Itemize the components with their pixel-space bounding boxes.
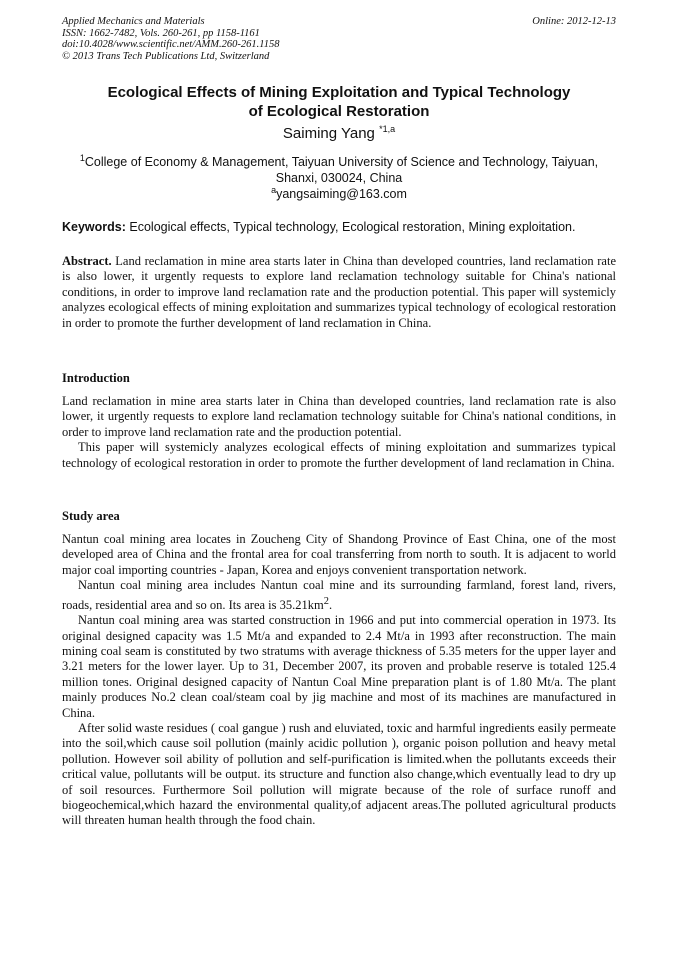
introduction-paragraph-1: Land reclamation in mine area starts later in China than developed countries, land reclamation rate is also lower, it urgently requests to explore land reclamation technology suitable for China's national conditions, in order to improve land reclamation rate and the production potential. — [62, 394, 616, 439]
study-area-paragraph-4: After solid waste residues ( coal gangue ) rush and eluviated, toxic and harmful ingredients easily permeate into the soil,which cause soil pollution (mainly acidic pollution ), organic poison pollution and heavy metal pollution. However soil ability of pollution and self-purification is limited.when the pollutants exceeds their critical value, pollutants will be output. its structure and function also change,which eventually lead to dry up of soil resources. Furthermore Soil pollution will migrate because of the role of surface runoff and biogeochemical,which hazard the environmental quality,of adjacent areas.The polluted agricultural products will threaten human health through the food chain. — [62, 721, 616, 828]
affiliation-mark: 1 — [79, 153, 85, 163]
introduction-section — [62, 371, 616, 386]
abstract — [62, 254, 616, 331]
affiliation-text: College of Economy & Management, Taiyuan University of Science and Technology, Taiyuan, Shanxi, 030024, China — [84, 155, 599, 186]
keywords-text: Ecological effects, Typical technology, Ecological restoration, Mining exploitation. — [125, 220, 576, 234]
author-email — [62, 185, 616, 201]
doi-line[interactable]: doi:10.4028/www.scientific.net/AMM.260-261.1158 — [62, 39, 280, 50]
introduction-paragraph-2: This paper will systemicly analyzes ecological effects of mining exploitation and summarizes typical technology of ecological restoration in order to promote the further development of land reclamation in China. — [62, 440, 616, 470]
author-name: Saiming Yang — [282, 125, 380, 142]
journal-name: Applied Mechanics and Materials — [62, 16, 205, 27]
keywords-label: Keywords: — [62, 220, 126, 234]
issn-line: ISSN: 1662-7482, Vols. 260-261, pp 1158-1161 — [62, 27, 260, 39]
author-mark: *1,a — [379, 124, 396, 134]
introduction-heading: Introduction — [62, 371, 130, 385]
title-line-1: Ecological Effects of Mining Exploitation and Typical Technology — [107, 84, 571, 101]
keywords — [62, 220, 616, 234]
study-area-section — [62, 509, 616, 524]
study-area-paragraph-1: Nantun coal mining area locates in Zoucheng City of Shandong Province of East China, one of the most developed area of China and the frontal area for coal transferring from north to south. It is adjacent to world major coal importing countries - Japan, Korea and enjoys convenient transportation network. — [62, 532, 616, 577]
journal-header — [62, 16, 616, 62]
introduction-body — [62, 394, 616, 471]
study-area-paragraph-3: Nantun coal mining area was started construction in 1966 and put into commercial operation in 1973. Its original designed capacity was 1.5 Mt/a and expanded to 2.4 Mt/a in 1993 after reconstruction. The main mining coal seam is constituted by two stratums with average thickness of 5.35 meters for the upper layer and 3.21 meters for the lower layer. Up to 31, December 2007, its proven and probable reserve is totaled 125.4 million tones. Original designed capacity of Nantun Coal Mine preparation plant is of 1.80 Mt/a. The plant mainly produces No.2 clean coal/steam coal by jig machine and most of its machines are manufactured in China. — [62, 613, 616, 720]
study-area-paragraph-2-text: Nantun coal mining area includes Nantun coal mine and its surrounding farmland, forest land, rivers, roads, residential area and so on. Its area is 35.21km — [62, 578, 616, 612]
paper-title — [40, 83, 638, 121]
copyright-line: © 2013 Trans Tech Publications Ltd, Switzerland — [62, 50, 270, 62]
email-mark: a — [271, 185, 277, 195]
online-date: Online: 2012-12-13 — [532, 16, 616, 27]
study-area-paragraph-2 — [62, 578, 616, 613]
author-line — [40, 124, 638, 142]
study-area-heading: Study area — [62, 509, 120, 523]
study-area-body — [62, 532, 616, 829]
abstract-label: Abstract. — [62, 254, 112, 268]
abstract-text: Land reclamation in mine area starts later in China than developed countries, land reclamation rate is also lower, it urgently requests to explore land reclamation technology suitable for China's national conditions, in order to improve land reclamation rate and the production potential. This paper will systemicly analyzes ecological effects of mining exploitation and summarizes typical technology of ecological restoration in order to promote the further development of land reclamation in China. — [62, 254, 616, 330]
area-unit-superscript: 2 — [323, 595, 329, 607]
email-text[interactable]: yangsaiming@163.com — [276, 187, 407, 202]
title-line-2: of Ecological Restoration — [248, 103, 430, 120]
affiliation — [62, 150, 616, 186]
study-area-paragraph-2-end: . — [328, 597, 333, 612]
